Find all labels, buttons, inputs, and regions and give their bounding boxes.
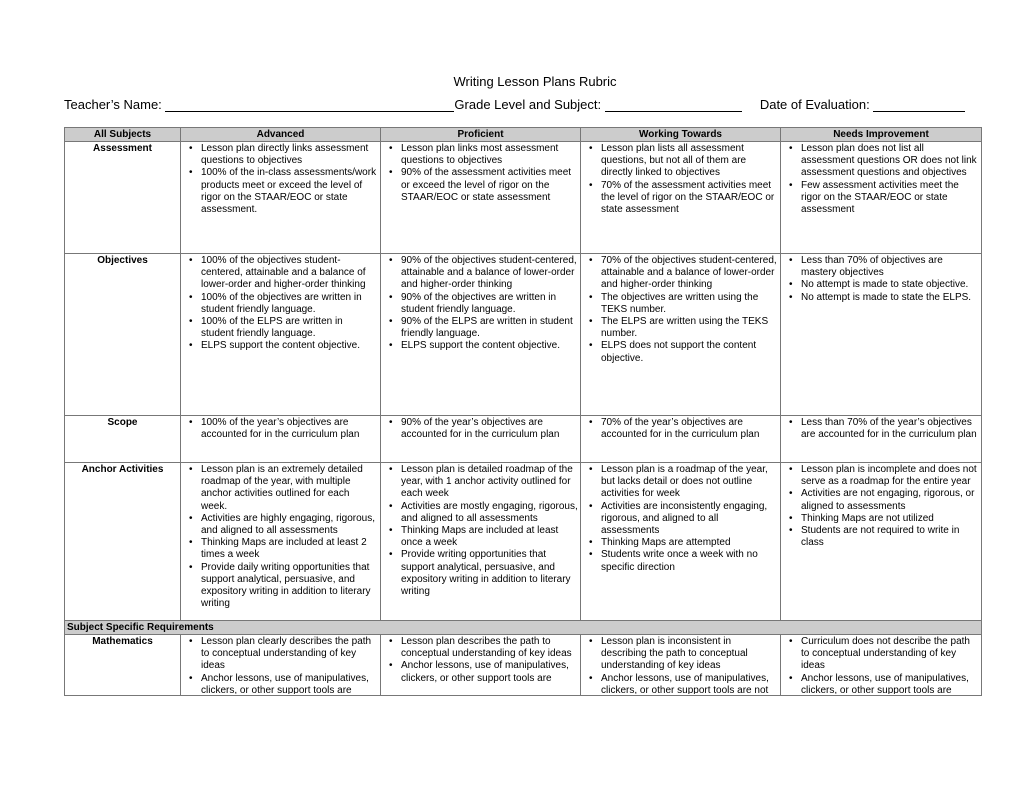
criteria-cell-needs-improvement xyxy=(781,254,982,416)
list-item: • Thinking Maps are included at least once a week xyxy=(401,525,578,549)
list-item: • The objectives are written using the TEKS number. xyxy=(601,292,778,316)
list-item: • Less than 70% of the year’s objectives are accounted for in the curriculum plan xyxy=(801,417,979,441)
date-evaluation-label: Date of Evaluation: xyxy=(759,97,870,112)
list-item: • Lesson plan lists all assessment questions, but not all of them are directly linked to objectives xyxy=(601,143,778,180)
criteria-cell-needs-improvement xyxy=(781,416,982,463)
list-item: • 90% of the ELPS are written in student friendly language. xyxy=(401,316,578,340)
list-item: • Lesson plan is incomplete and does not serve as a roadmap for the entire year xyxy=(801,464,979,488)
criteria-list xyxy=(783,417,979,441)
criteria-list xyxy=(583,255,778,365)
subject-cell: Anchor Activities xyxy=(65,463,181,621)
criteria-list xyxy=(583,417,778,441)
criteria-list xyxy=(583,464,778,574)
list-item: • Lesson plan links most assessment questions to objectives xyxy=(401,143,578,167)
grade-level-label: Grade Level and Subject: xyxy=(454,97,602,112)
list-item: • 90% of the objectives student-centered, attainable and a balance of lower-order and higher-order thinking xyxy=(401,255,578,292)
date-evaluation-field[interactable] xyxy=(873,98,965,112)
row-mathematics xyxy=(65,635,982,696)
list-item: • Few assessment activities meet the rigor on the STAAR/EOC or state assessment xyxy=(801,180,979,217)
list-item: • Thinking Maps are attempted xyxy=(601,537,778,549)
list-item: • The ELPS are written using the TEKS number. xyxy=(601,316,778,340)
criteria-cell-proficient xyxy=(381,463,581,621)
list-item: • Lesson plan does not list all assessment questions OR does not link assessment questions and objectives xyxy=(801,143,979,180)
list-item: • ELPS does not support the content objective. xyxy=(601,340,778,364)
criteria-list xyxy=(783,255,979,304)
criteria-list xyxy=(783,464,979,549)
header-needs-improvement: Needs Improvement xyxy=(781,128,982,142)
list-item: • 100% of the year’s objectives are accounted for in the curriculum plan xyxy=(201,417,378,441)
list-item: • ELPS support the content objective. xyxy=(201,340,378,352)
list-item: • Thinking Maps are included at least 2 times a week xyxy=(201,537,378,561)
list-item: • Curriculum does not describe the path to conceptual understanding of key ideas xyxy=(801,636,979,673)
list-item: • 70% of the objectives student-centered, attainable and a balance of lower-order and higher-order thinking xyxy=(601,255,778,292)
list-item: • 70% of the assessment activities meet the level of rigor on the STAAR/EOC or state assessment xyxy=(601,180,778,217)
criteria-cell-working-towards xyxy=(581,635,781,696)
criteria-cell-proficient xyxy=(381,635,581,696)
criteria-list xyxy=(383,255,578,353)
criteria-cell-advanced xyxy=(181,416,381,463)
criteria-list xyxy=(383,464,578,598)
section-row xyxy=(65,621,982,635)
criteria-cell-proficient xyxy=(381,416,581,463)
list-item: • Thinking Maps are not utilized xyxy=(801,513,979,525)
header-proficient: Proficient xyxy=(381,128,581,142)
list-item: • 70% of the year’s objectives are accounted for in the curriculum plan xyxy=(601,417,778,441)
criteria-cell-proficient xyxy=(381,254,581,416)
criteria-list xyxy=(183,143,378,216)
list-item: • 100% of the objectives student-centered, attainable and a balance of lower-order and higher-order thinking xyxy=(201,255,378,292)
evaluation-info-line xyxy=(64,97,965,112)
header-working-towards: Working Towards xyxy=(581,128,781,142)
list-item: • 100% of the ELPS are written in student friendly language. xyxy=(201,316,378,340)
criteria-list xyxy=(783,636,979,694)
criteria-list xyxy=(183,636,378,694)
list-item: • Lesson plan clearly describes the path to conceptual understanding of key ideas xyxy=(201,636,378,673)
list-item: • Anchor lessons, use of manipulatives, clickers, or other support tools are not xyxy=(601,673,778,694)
section-subject-specific: Subject Specific Requirements xyxy=(65,621,982,635)
list-item: • 90% of the assessment activities meet or exceed the level of rigor on the STAAR/EOC or state assessment xyxy=(401,167,578,204)
list-item: • Activities are inconsistently engaging, rigorous, and aligned to all assessments xyxy=(601,501,778,538)
list-item: • Lesson plan is inconsistent in describing the path to conceptual understanding of key ideas xyxy=(601,636,778,673)
row-scope xyxy=(65,416,982,463)
subject-cell: Objectives xyxy=(65,254,181,416)
list-item: • 90% of the objectives are written in student friendly language. xyxy=(401,292,578,316)
criteria-cell-advanced xyxy=(181,254,381,416)
list-item: • Activities are highly engaging, rigorous, and aligned to all assessments xyxy=(201,513,378,537)
subject-cell: Assessment xyxy=(65,142,181,254)
criteria-list xyxy=(583,143,778,216)
list-item: • Provide writing opportunities that support analytical, persuasive, and expository writing in addition to literary writing xyxy=(401,549,578,598)
list-item: • No attempt is made to state objective. xyxy=(801,279,979,291)
criteria-list xyxy=(183,417,378,441)
subject-cell: Scope xyxy=(65,416,181,463)
criteria-cell-working-towards xyxy=(581,142,781,254)
criteria-cell-advanced xyxy=(181,635,381,696)
teacher-name-field[interactable] xyxy=(165,98,454,112)
page-title: Writing Lesson Plans Rubric xyxy=(453,74,617,89)
criteria-cell-needs-improvement xyxy=(781,463,982,621)
list-item: • Lesson plan describes the path to conceptual understanding of key ideas xyxy=(401,636,578,660)
list-item: • 100% of the in-class assessments/work products meet or exceed the level of rigor on the STAAR/EOC or state assessment. xyxy=(201,167,378,216)
list-item: • Lesson plan is an extremely detailed roadmap of the year, with multiple anchor activities outlined for each week. xyxy=(201,464,378,513)
row-objectives xyxy=(65,254,982,416)
teacher-name-label: Teacher’s Name: xyxy=(64,97,162,112)
list-item: • Anchor lessons, use of manipulatives, clickers, or other support tools are xyxy=(801,673,979,694)
criteria-cell-needs-improvement xyxy=(781,142,982,254)
list-item: • Lesson plan is a roadmap of the year, but lacks detail or does not outline activities for week xyxy=(601,464,778,501)
criteria-list xyxy=(183,464,378,610)
list-item: • No attempt is made to state the ELPS. xyxy=(801,292,979,304)
criteria-cell-working-towards xyxy=(581,416,781,463)
row-assessment xyxy=(65,142,982,254)
list-item: • Activities are not engaging, rigorous, or aligned to assessments xyxy=(801,488,979,512)
criteria-cell-advanced xyxy=(181,142,381,254)
list-item: • 100% of the objectives are written in student friendly language. xyxy=(201,292,378,316)
list-item: • Provide daily writing opportunities that support analytical, persuasive, and expository writing in addition to literary writing xyxy=(201,562,378,611)
header-advanced: Advanced xyxy=(181,128,381,142)
criteria-list xyxy=(383,417,578,441)
criteria-cell-working-towards xyxy=(581,463,781,621)
header-all-subjects: All Subjects xyxy=(65,128,181,142)
list-item: • Lesson plan is detailed roadmap of the year, with 1 anchor activity outlined for each week xyxy=(401,464,578,501)
criteria-cell-needs-improvement xyxy=(781,635,982,696)
list-item: • ELPS support the content objective. xyxy=(401,340,578,352)
rubric-table xyxy=(64,127,982,696)
criteria-list xyxy=(783,143,979,216)
grade-level-field[interactable] xyxy=(605,98,742,112)
list-item: • Activities are mostly engaging, rigorous, and aligned to all assessments xyxy=(401,501,578,525)
list-item: • Lesson plan directly links assessment questions to objectives xyxy=(201,143,378,167)
subject-cell: Mathematics xyxy=(65,635,181,696)
list-item: • Anchor lessons, use of manipulatives, clickers, or other support tools are xyxy=(401,660,578,684)
criteria-list xyxy=(583,636,778,694)
criteria-list xyxy=(183,255,378,353)
list-item: • Students write once a week with no specific direction xyxy=(601,549,778,573)
criteria-cell-advanced xyxy=(181,463,381,621)
list-item: • Students are not required to write in class xyxy=(801,525,979,549)
list-item: • Anchor lessons, use of manipulatives, clickers, or other support tools are xyxy=(201,673,378,694)
criteria-list xyxy=(383,636,578,685)
header-row xyxy=(65,128,982,142)
criteria-cell-proficient xyxy=(381,142,581,254)
row-anchor-activities xyxy=(65,463,982,621)
criteria-list xyxy=(383,143,578,204)
criteria-cell-working-towards xyxy=(581,254,781,416)
list-item: • Less than 70% of objectives are mastery objectives xyxy=(801,255,979,279)
list-item: • 90% of the year’s objectives are accounted for in the curriculum plan xyxy=(401,417,578,441)
